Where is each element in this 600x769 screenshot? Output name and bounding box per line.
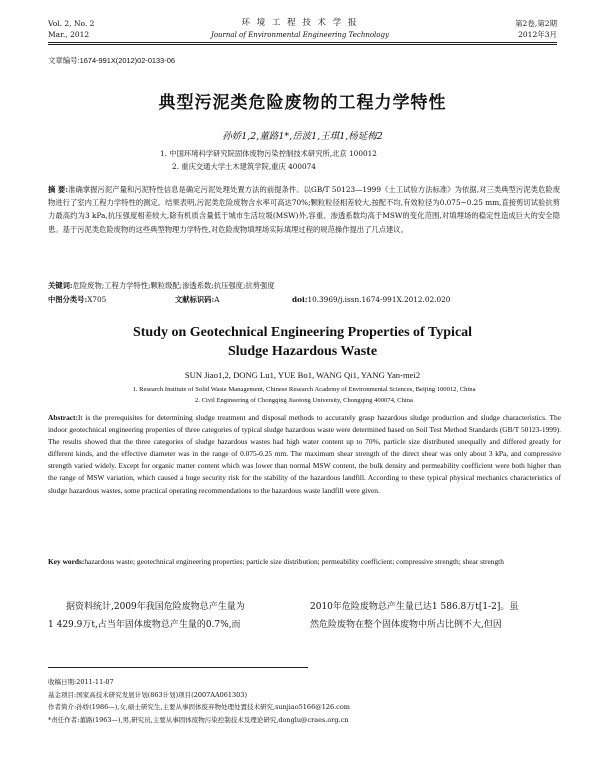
affiliation-cn-2: 2. 重庆交通大学土木建筑学院,重庆 400074 xyxy=(172,162,316,171)
doi-label: doi: xyxy=(292,295,308,304)
body-right-line-1: 2010年危险废物总产生量已达1 586.8万t[1-2]。虽 xyxy=(310,602,519,612)
clc-value: X705 xyxy=(87,295,107,304)
title-en-line-2: Sludge Hazardous Waste xyxy=(227,344,378,359)
keywords-cn-label: 关键词: xyxy=(48,281,73,290)
body-right-line-2: 然危险废物在整个固体废物中所占比例不大,但因 xyxy=(310,620,502,630)
keywords-cn-text: 危险废物;工程力学特性;颗粒级配;渗透系数;抗压强度;抗剪强度 xyxy=(72,281,275,290)
footnote-fund: 基金项目:国家高技术研究发展计划(863计划)项目(2007AA061303) xyxy=(48,690,247,699)
header-rule-2 xyxy=(48,44,557,45)
abstract-en-text: It is the prerequisites for determining sludge treatment and disposal methods to accurately grasp hazardous sludge production and sludge characteristics. The indoor geotechnical engineering properties of three categories of typical sludge hazardous waste were determined based on Soil Test Method Standards (GB/T 50123-1999). The results showed that the three categories of sludge hazardous wastes had high water content up to 70%, particle size distributed unequally and differed greatly for different kinds, and the effective diameter was in the range of 0.075-0.25 mm. The maximum shear strength of the direct shear was only about 3 kPa, and compressive strength varied widely. Except for organic matter content which was lower than normal MSW content, the bulk density and permeability coefficient were both higher than the range of MSW variation, which caused a huge security risk for the stability of the hazardous landfill. According to these typical physical mechanics characteristics of sludge hazardous wastes, some practical operating recommendations to the hazardous waste landfill were given. xyxy=(48,413,561,495)
keywords-en-text: hazardous waste; geotechnical engineering properties; particle size distribution; permeability coefficient; compressive strength; shear strength xyxy=(84,557,504,566)
doc-code xyxy=(175,294,219,306)
keywords-en xyxy=(48,556,561,568)
body-left-line-2: 1 429.9万t,占当年固体废物总产生量的0.7%,而 xyxy=(48,620,241,630)
doi xyxy=(292,294,450,306)
affiliation-cn-1: 1. 中国环境科学研究院固体废物污染控制技术研究所,北京 100012 xyxy=(160,149,377,158)
title-en-line-1: Study on Geotechnical Engineering Properties of Typical xyxy=(132,325,473,340)
clc-number xyxy=(48,294,106,306)
doc-code-label: 文献标识码: xyxy=(175,295,215,304)
footnote-author: 作者简介:孙娇(1986—),女,硕士研究生,主要从事固体废弃物处理处置技术研究,sunjiao5166@126.com xyxy=(48,703,350,711)
header-vol-issue-cn: 第2卷,第2期 xyxy=(515,19,557,28)
header-vol-issue: Vol. 2, No. 2 xyxy=(48,19,95,28)
authors-cn: 孙娇1,2,董路1*,岳波1,王琪1,杨延梅2 xyxy=(222,131,383,142)
affiliation-en-2: 2. Civil Engineering of Chongqing Jiaotong University, Chongqing 400074, China xyxy=(195,397,413,404)
header-date: Mar., 2012 xyxy=(48,30,90,39)
footnotes xyxy=(48,676,568,726)
keywords-cn xyxy=(48,280,560,292)
abstract-cn-label: 摘 要: xyxy=(48,185,69,194)
header-rule xyxy=(48,42,557,43)
doi-value: 10.3969/j.issn.1674-991X.2012.02.020 xyxy=(307,295,451,304)
body-right-column xyxy=(310,598,562,634)
keywords-en-label: Key words: xyxy=(48,557,85,566)
header-journal-en: Journal of Environmental Engineering Technology xyxy=(211,31,389,39)
doc-code-value: A xyxy=(214,295,220,304)
abstract-en-label: Abstract: xyxy=(48,413,78,422)
header-date-cn: 2012年3月 xyxy=(518,30,557,39)
body-left-column xyxy=(48,598,298,634)
clc-label: 中图分类号: xyxy=(48,295,88,304)
title-en xyxy=(48,323,557,361)
abstract-en xyxy=(48,412,561,497)
body-left-line-1: 据资料统计,2009年我国危险废物总产生量为 xyxy=(66,602,245,612)
authors-en: SUN Jiao1,2, DONG Lu1, YUE Bo1, WANG Qi1, YANG Yan-mei2 xyxy=(184,370,421,380)
title-cn: 典型污泥类危险废物的工程力学特性 xyxy=(158,93,447,113)
affiliation-en-1: 1. Research Institute of Solid Waste Management, Chinese Research Academy of Environmental Sciences, Beijing 100012, China xyxy=(132,386,476,393)
footnote-received: 收稿日期:2011-11-07 xyxy=(48,678,114,686)
header-journal-cn: 环 境 工 程 技 术 学 报 xyxy=(241,18,359,28)
abstract-cn-text: 准确掌握污泥产量和污泥特性信息是确定污泥处理处置方法的前提条件。以GB/T 50123—1999《土工试验方法标准》为依据,对三类典型污泥类危险废物进行了室内工程力学特性的测定。结果表明,污泥类危险废物含水率可高达70%;颗粒粒径相差较大,按配不均,有效粒径为0.075~0.25 mm,直接剪切试验抗剪力最高约为3 kPa,抗压强度相差较大,除有机质含量低于城市生活垃圾(MSW)外,容重、渗透系数均高于MSW的变化范围,对填埋场的稳定性造成巨大的安全隐患。基于污泥类危险废物的这些典型物理力学特性,对危险废物填埋场实际填埋过程的规范操作提出了几点建议。 xyxy=(48,185,561,234)
affiliations-en xyxy=(48,384,560,406)
article-id: 文章编号:1674-991X(2012)02-0133-06 xyxy=(48,56,175,65)
abstract-cn xyxy=(48,183,560,236)
footnote-rule xyxy=(48,667,308,668)
footnote-corresponding: *责任作者:董路(1963—),男,研究员,主要从事固体废物污染控制技术及理论研究,donglu@craes.org.cn xyxy=(48,715,349,724)
